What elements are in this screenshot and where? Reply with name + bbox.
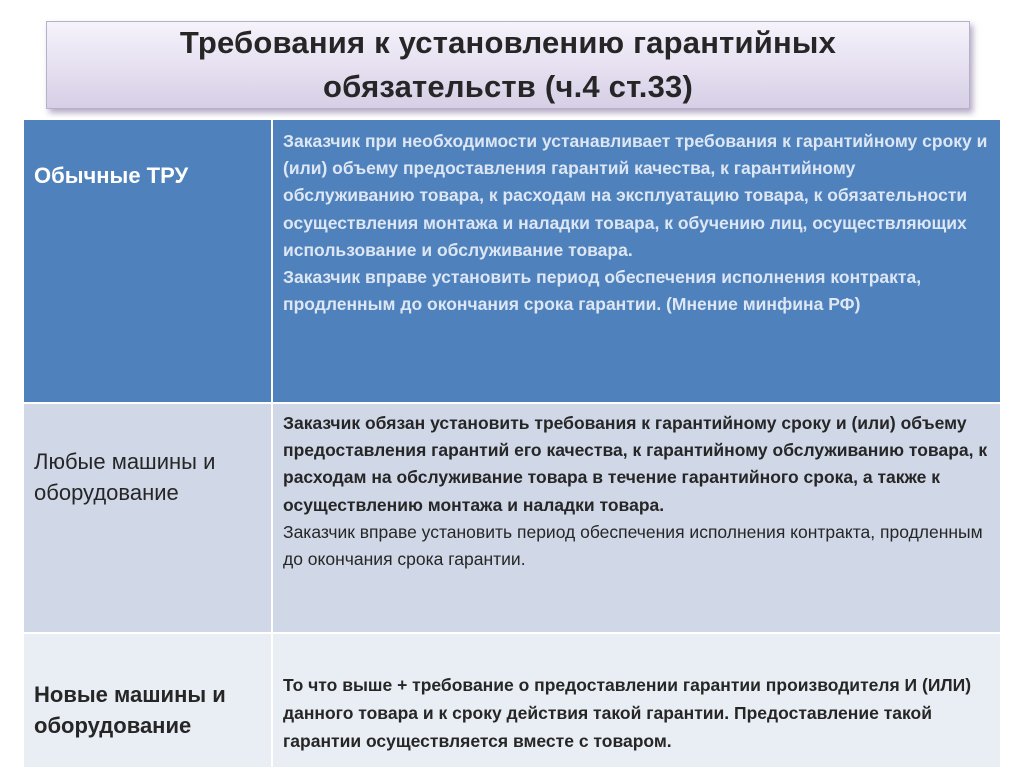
content-paragraph: То что выше + требование о предоставлении гарантии производителя И (ИЛИ) данного товара и к сроку действия такой гарантии. Предоставление такой гарантии осуществляется вместе с товаром.	[283, 675, 972, 751]
row-label: Любые машины и оборудование	[34, 449, 216, 505]
row-content	[273, 120, 1000, 318]
row-content-cell	[272, 633, 1001, 768]
content-paragraph: Заказчик обязан установить требования к гарантийному сроку и (или) объему предоставления гарантий его качества, к гарантийному обслуживанию товара, к расходам на обслуживание товара в течение гарантийного срока, а также к осуществлению монтажа и наладки товара.	[283, 413, 988, 515]
row-content-cell	[272, 119, 1001, 403]
row-label-cell	[23, 403, 272, 633]
row-content	[273, 634, 1000, 755]
slide-title-line-2: обязательств (ч.4 ст.33)	[323, 69, 693, 104]
content-paragraph: Заказчик вправе установить период обеспечения исполнения контракта, продленным до окончания срока гарантии.	[283, 521, 983, 570]
row-content-cell	[272, 403, 1001, 633]
requirements-table	[22, 118, 1002, 769]
row-label-cell	[23, 119, 272, 403]
table-row-any-machines	[23, 403, 1001, 633]
row-content	[273, 404, 1000, 573]
table-row-new-machines	[23, 633, 1001, 768]
slide-title-line-1: Требования к установлению гарантийных	[179, 25, 837, 60]
row-label: Обычные ТРУ	[34, 163, 189, 188]
row-label-cell	[23, 633, 272, 768]
content-paragraph: Заказчик при необходимости устанавливает требования к гарантийному сроку и (или) объему предоставления гарантий качества, к гарантийному обслуживанию товара, к расходам на эксплуатацию товара, к обязательности осуществления монтажа и наладки товара, к обучению лиц, осуществляющих использование и обслуживание товара.	[283, 131, 988, 260]
table-row-ordinary	[23, 119, 1001, 403]
content-paragraph: Заказчик вправе установить период обеспечения исполнения контракта, продленным до окончания срока гарантии. (Мнение минфина РФ)	[283, 267, 922, 315]
slide-title-box	[46, 21, 970, 109]
row-label: Новые машины и оборудование	[34, 682, 226, 738]
